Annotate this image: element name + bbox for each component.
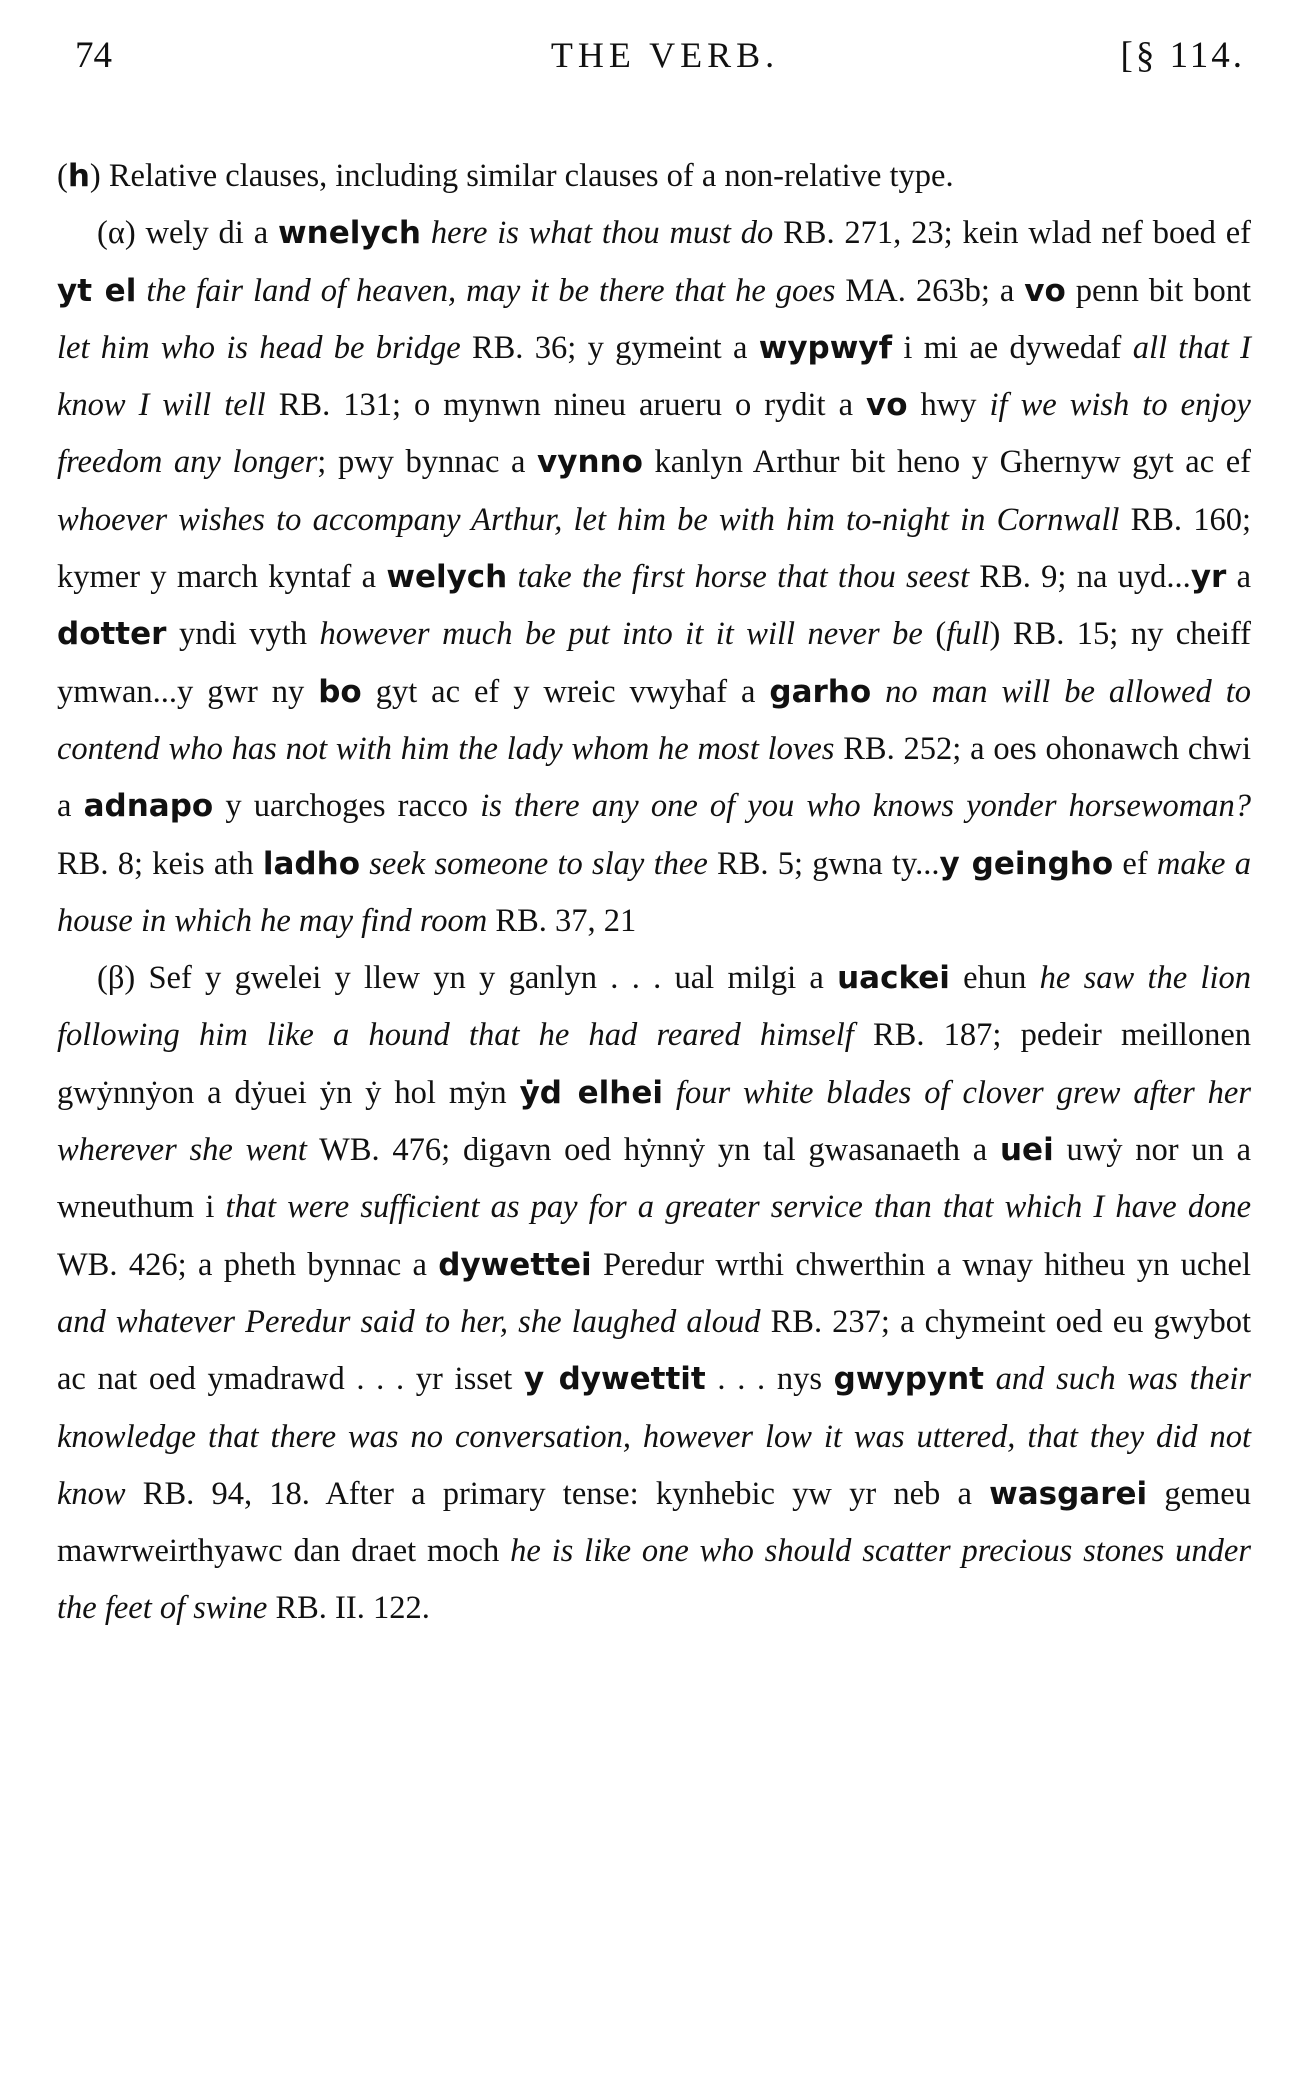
welsh-text: gemeu mawrweirthyawc dan draet moch [57, 1475, 1251, 1570]
welsh-text: WB. 476; digavn oed hẏnnẏ yn tal gwasanaeth a [306, 1132, 1000, 1169]
welsh-text: hwy [907, 387, 990, 424]
welsh-text: ( [922, 616, 947, 653]
welsh-text: uwẏ nor un a wneuthum i [57, 1132, 1252, 1226]
english-translation: and such was their knowledge that there was no conversation, however low it was uttered, that they did not know [57, 1361, 1251, 1512]
welsh-verb-form: vynno [537, 444, 643, 481]
welsh-verb-form: h [67, 158, 90, 194]
english-translation: here is what thou must do [430, 215, 774, 252]
welsh-verb-form: ladho [262, 845, 360, 882]
welsh-text [663, 1075, 676, 1111]
welsh-text: kanlyn Arthur bit heno y Ghernyw gyt ac ef [642, 444, 1252, 481]
welsh-verb-form: dywettei [438, 1246, 592, 1283]
welsh-text: ) RB. 15; ny cheiff ymwan...y gwr ny [57, 616, 1251, 710]
english-translation: four white blades of clover grew after her wherever she went [57, 1074, 1252, 1169]
welsh-text: i mi ae dywedaf [892, 329, 1133, 366]
welsh-text: ) Relative clauses, including similar clauses of a non-relative type. [89, 158, 954, 194]
welsh-text: RB. 36; y gymeint a [460, 329, 759, 366]
welsh-verb-form: wnelych [277, 215, 421, 252]
english-translation: that were sufficient as pay for a greater service than that which I have done [225, 1189, 1251, 1226]
paragraph-h [57, 148, 1251, 205]
welsh-text: ehun [949, 960, 1040, 997]
welsh-text [871, 674, 885, 710]
english-translation: however much be put into it it will never be [319, 616, 923, 653]
paragraph-beta [57, 950, 1251, 1638]
welsh-text: RB. 94, 18. After a primary tense: kynhebic yw yr neb a [125, 1475, 990, 1512]
welsh-text: (β) Sef y gwelei y llew yn y ganlyn . . . ual milgi a [97, 960, 838, 997]
welsh-text: RB. 271, 23; kein wlad nef boed ef [773, 215, 1252, 252]
english-translation: and whatever Peredur said to her, she laughed aloud [57, 1303, 761, 1340]
welsh-text: a [1226, 559, 1252, 596]
section-reference: [§ 114. [1120, 35, 1245, 76]
welsh-verb-form: welych [386, 559, 508, 596]
welsh-text [507, 559, 517, 595]
welsh-text [984, 1361, 996, 1397]
welsh-verb-form: garho [769, 673, 872, 710]
welsh-verb-form: y dywettit [524, 1361, 706, 1398]
welsh-text: Peredur wrthi chwerthin a wnay hitheu yn uchel [591, 1246, 1251, 1283]
welsh-text [360, 846, 369, 882]
welsh-verb-form: wypwyf [758, 329, 893, 366]
english-translation: full [946, 616, 990, 653]
welsh-text: ef [1113, 845, 1157, 882]
english-translation: take the first horse that thou seest [517, 559, 970, 596]
welsh-text: y uarchoges racco [213, 788, 481, 825]
welsh-text: RB. II. 122. [267, 1590, 430, 1627]
welsh-verb-form: yr [1190, 559, 1227, 596]
english-translation: he saw the lion following him like a hound that he had reared himself [57, 960, 1251, 1054]
welsh-text: RB. 252; a oes ohonawch chwi a [57, 730, 1251, 825]
welsh-verb-form: uackei [837, 960, 950, 997]
english-translation: the fair land of heaven, may it be there that he goes [146, 272, 836, 309]
english-translation: he is like one who should scatter precious stones under the feet of swine [57, 1533, 1251, 1627]
english-translation: if we wish to enjoy freedom any longer [57, 387, 1251, 481]
welsh-text: RB. 9; na uyd... [969, 559, 1191, 596]
body-text [57, 148, 1251, 1638]
welsh-text: RB. 237; a chymeint oed eu gwybot ac nat oed ymadrawd . . . yr isset [57, 1303, 1252, 1398]
english-translation: is there any one of you who knows yonder horsewoman? [480, 788, 1251, 825]
welsh-text: gyt ac ef y wreic vwyhaf a [361, 673, 770, 710]
welsh-text: ( [57, 158, 68, 194]
paragraph-alpha [57, 205, 1251, 950]
welsh-text [421, 215, 431, 251]
welsh-text: ; pwy bynnac a [317, 444, 538, 481]
welsh-text: MA. 263b; a [835, 272, 1025, 309]
welsh-verb-form: bo [318, 673, 362, 710]
welsh-text: yndi vyth [166, 616, 320, 653]
welsh-verb-form: adnapo [83, 788, 214, 825]
welsh-text: RB. 187; pedeir meillonen gwẏnnẏon a dẏuei ẏn ẏ hol mẏn [57, 1017, 1251, 1111]
welsh-verb-form: dotter [57, 616, 167, 653]
english-translation: no man will be allowed to contend who has not with him the lady whom he most loves [57, 673, 1252, 767]
english-translation: seek someone to slay thee [369, 845, 708, 882]
welsh-text: RB. 160; kymer y march kyntaf a [57, 501, 1251, 596]
welsh-verb-form: y geingho [939, 845, 1114, 882]
running-title: THE VERB. [550, 35, 780, 75]
welsh-text: RB. 8; keis ath [57, 845, 263, 882]
welsh-verb-form: yt el [57, 272, 137, 309]
welsh-text: penn bit bont [1065, 272, 1251, 309]
welsh-text: RB. 37, 21 [487, 902, 637, 939]
welsh-verb-form: gwypynt [833, 1361, 984, 1398]
welsh-text: (α) wely di a [97, 215, 278, 252]
welsh-verb-form: uei [999, 1132, 1054, 1169]
english-translation: make a house in which he may find room [57, 845, 1251, 939]
welsh-text [136, 273, 146, 309]
welsh-verb-form: wasgarei [989, 1475, 1148, 1512]
english-translation: let him who is head be bridge [57, 329, 461, 366]
welsh-text: . . . nys [705, 1361, 834, 1398]
welsh-verb-form: vo [1024, 272, 1066, 309]
english-translation: whoever wishes to accompany Arthur, let him be with him to-night in Cornwall [57, 501, 1120, 538]
english-translation: all that I know I will tell [57, 329, 1251, 424]
welsh-verb-form: ẏd elhei [519, 1074, 663, 1111]
page-number: 74 [75, 35, 112, 76]
welsh-text: WB. 426; a pheth bynnac a [57, 1246, 439, 1283]
welsh-text: RB. 131; o mynwn nineu arueru o rydit a [265, 387, 867, 424]
running-head [75, 34, 1255, 94]
welsh-text: RB. 5; gwna ty... [707, 845, 940, 882]
welsh-verb-form: vo [866, 387, 908, 424]
